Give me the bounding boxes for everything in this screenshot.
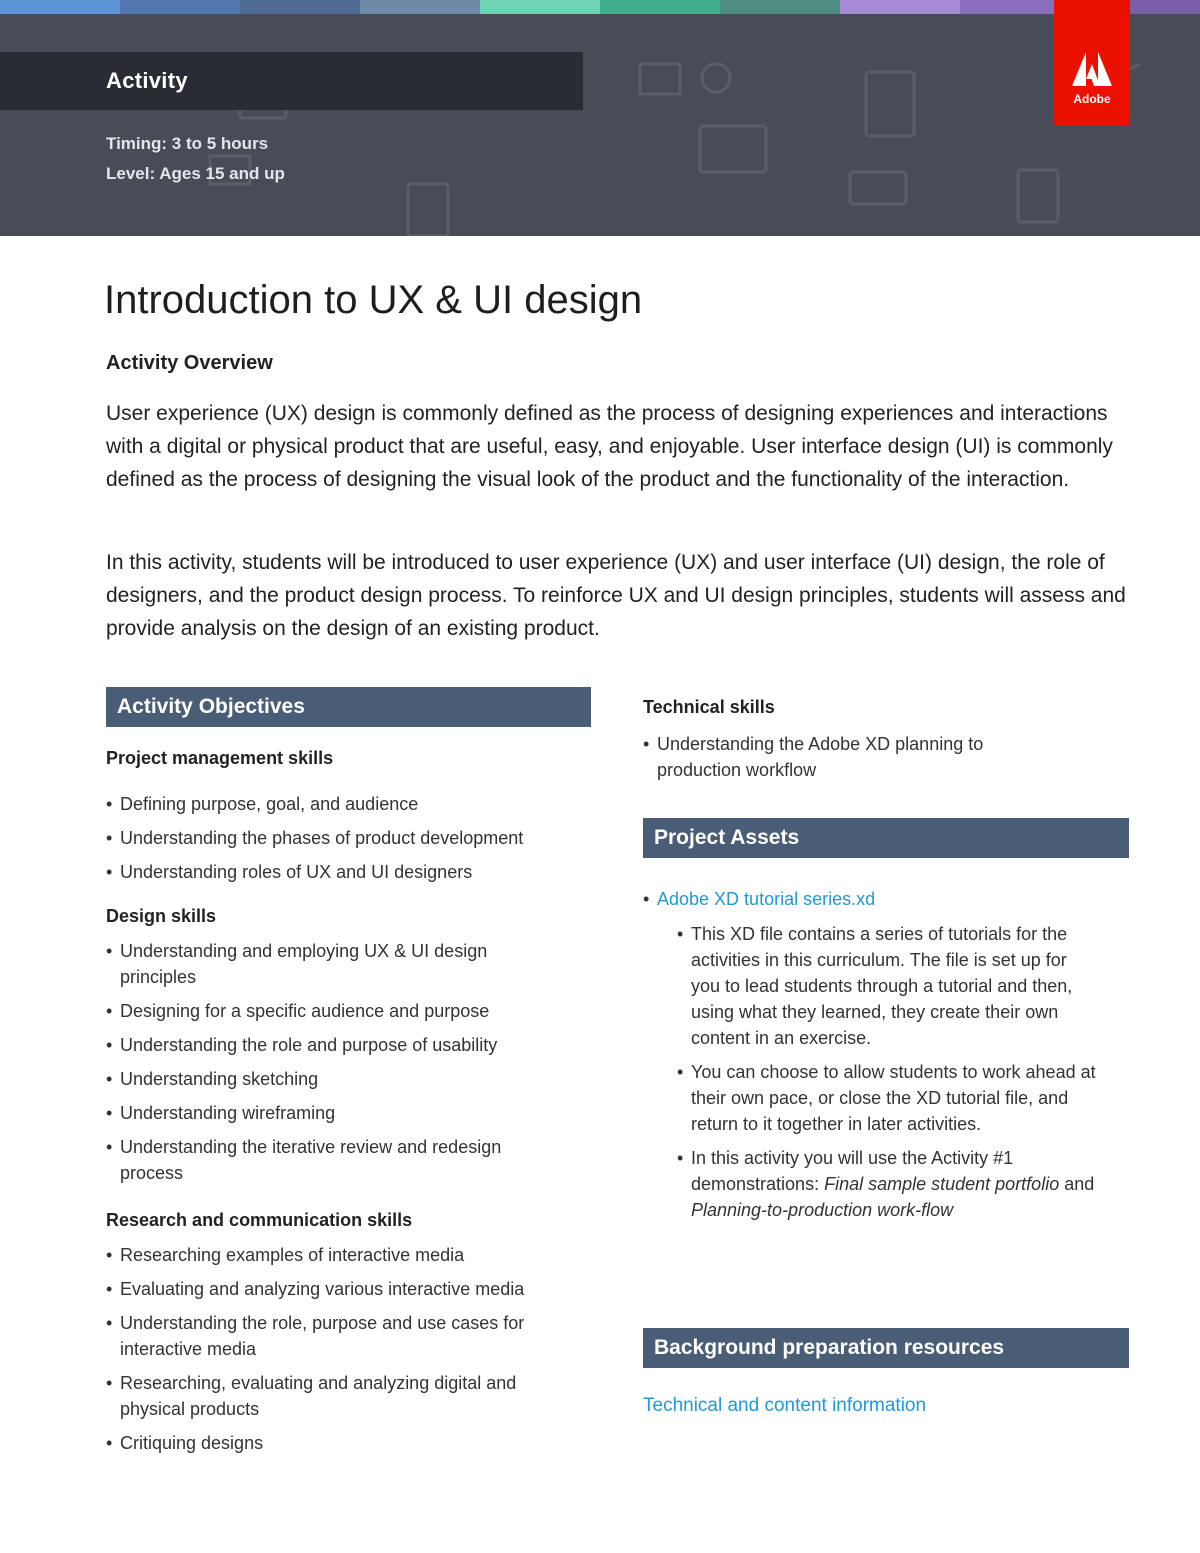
list-item: • Researching examples of interactive media: [106, 1242, 581, 1268]
xd-tutorial-link[interactable]: Adobe XD tutorial series.xd: [657, 889, 876, 909]
demo-title: Planning-to-production work-flow: [691, 1200, 954, 1220]
list-item: • Understanding the role and purpose of usability: [106, 1032, 556, 1058]
design-skills-list: [106, 938, 556, 1186]
list-item: • Understanding the iterative review and redesign process: [106, 1134, 556, 1186]
list-item: • Designing for a specific audience and purpose: [106, 998, 556, 1024]
demo-prefix: In this activity you will use the Activity #1 demonstrations:: [691, 1148, 1014, 1194]
adobe-wordmark: Adobe: [1073, 92, 1111, 106]
stripe-segment: [480, 0, 600, 14]
adobe-a-icon: [1072, 52, 1112, 86]
page-title: Introduction to UX & UI design: [104, 278, 643, 322]
timing-text: Timing: 3 to 5 hours: [106, 134, 269, 153]
list-item: [677, 1145, 1097, 1223]
assets-section-header: Project Assets: [643, 818, 1129, 858]
demo-title: Final sample student portfolio: [824, 1174, 1060, 1194]
background-section-header: Background preparation resources: [643, 1328, 1129, 1368]
list-item: • Defining purpose, goal, and audience: [106, 791, 596, 817]
activity-label: Activity: [106, 68, 188, 93]
stripe-segment: [0, 0, 120, 14]
list-item: • You can choose to allow students to work ahead at their own pace, or close the XD tutorial file, and return to it together in later activities.: [677, 1059, 1097, 1137]
asset-details-list: [677, 921, 1097, 1223]
technical-skills-list: [643, 731, 1053, 783]
adobe-logo: [1054, 0, 1130, 125]
project-management-heading: Project management skills: [106, 748, 334, 768]
stripe-segment: [840, 0, 960, 14]
overview-heading: Activity Overview: [106, 352, 273, 374]
list-item: • Evaluating and analyzing various interactive media: [106, 1276, 581, 1302]
demo-and: and: [1059, 1174, 1095, 1194]
list-item: • Critiquing designs: [106, 1430, 581, 1456]
stripe-segment: [360, 0, 480, 14]
overview-paragraph: In this activity, students will be introduced to user experience (UX) and user interface (UI) design, the role of designers, and the product design process. To reinforce UX and UI design principles, students will assess and provide analysis on the design of an existing product.: [106, 551, 1126, 640]
level-text: Level: Ages 15 and up: [106, 164, 285, 183]
list-item: • Researching, evaluating and analyzing digital and physical products: [106, 1370, 581, 1422]
list-item: • Understanding the phases of product development: [106, 825, 596, 851]
color-stripe: [0, 0, 1200, 14]
header-banner: [0, 14, 1200, 236]
list-item: • Understanding and employing UX & UI design principles: [106, 938, 556, 990]
list-item: • Understanding roles of UX and UI designers: [106, 859, 596, 885]
stripe-segment: [240, 0, 360, 14]
design-skills-heading: Design skills: [106, 906, 217, 926]
research-skills-list: [106, 1242, 581, 1456]
overview-paragraph: User experience (UX) design is commonly defined as the process of designing experiences and interactions with a digital or physical product that are useful, easy, and enjoyable. User interface design (UI) is commonly defined as the process of designing the visual look of the product and the functionality of the interaction.: [106, 402, 1113, 491]
objectives-section-header: Activity Objectives: [106, 687, 591, 727]
technical-skills-heading: Technical skills: [643, 697, 775, 717]
assets-list: [643, 886, 1113, 912]
list-item: • Understanding sketching: [106, 1066, 556, 1092]
list-item: • Understanding the Adobe XD planning to production workflow: [643, 731, 1053, 783]
stripe-segment: [120, 0, 240, 14]
technical-content-link[interactable]: Technical and content information: [643, 1395, 927, 1416]
stripe-segment: [720, 0, 840, 14]
research-skills-heading: Research and communication skills: [106, 1210, 413, 1230]
list-item: • Understanding wireframing: [106, 1100, 556, 1126]
asset-link-item: [643, 886, 1113, 912]
activity-label-bar: [0, 52, 583, 110]
list-item: • This XD file contains a series of tutorials for the activities in this curriculum. The file is set up for you to lead students through a tutorial and then, using what they learned, they create their own content in an exercise.: [677, 921, 1097, 1051]
background-pattern-icon: [0, 14, 1200, 236]
stripe-segment: [600, 0, 720, 14]
project-management-list: [106, 791, 596, 885]
list-item: • Understanding the role, purpose and use cases for interactive media: [106, 1310, 581, 1362]
